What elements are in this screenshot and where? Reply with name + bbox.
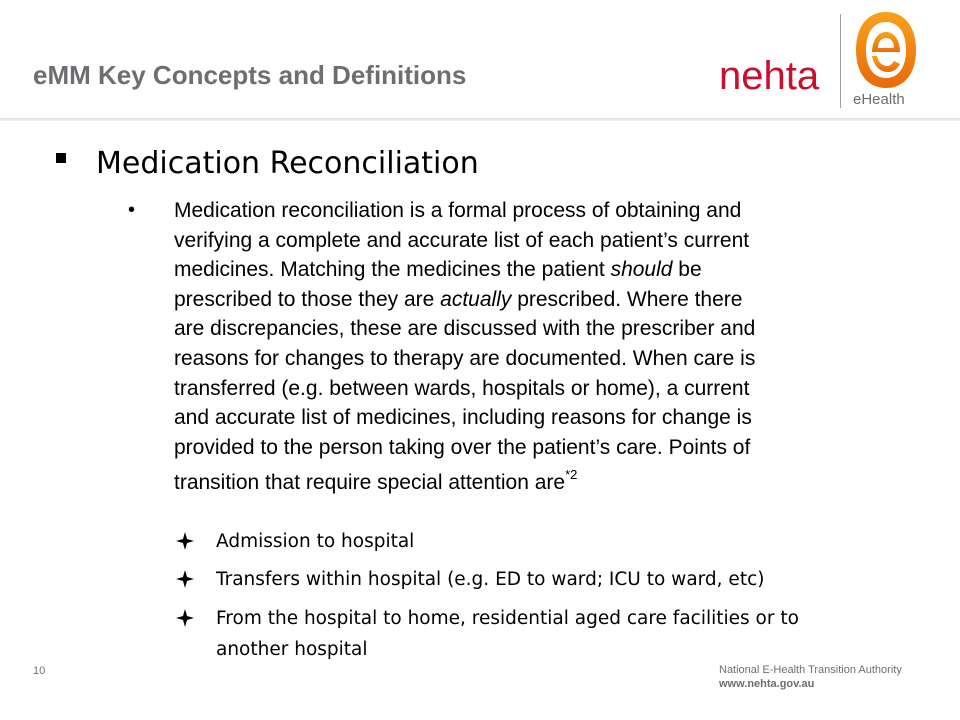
paragraph-line: verifying a complete and accurate list of each patient’s current: [174, 228, 750, 252]
diamond-bullet-icon: [176, 570, 194, 588]
transition-point-text: Admission to hospital: [216, 531, 415, 552]
slide-title: eMM Key Concepts and Definitions: [33, 60, 467, 90]
round-bullet-icon: •: [128, 199, 136, 221]
nehta-logo: nehta: [719, 54, 820, 98]
paragraph-line: provided to the person taking over the patient’s care. Points of: [174, 435, 751, 459]
paragraph-line: reasons for changes to therapy are documented. When care is: [174, 346, 756, 370]
emphasis-actually: actually: [440, 287, 512, 311]
page-number: 10: [33, 665, 46, 677]
section-heading-text: Medication Reconciliation: [96, 146, 479, 181]
paragraph-line: transferred (e.g. between wards, hospitals or home), a current: [174, 376, 750, 400]
transition-point-text: From the hospital to home, residential aged care facilities or to: [216, 608, 799, 629]
footnote-reference: *2: [565, 467, 578, 483]
ehealth-logo-icon: [850, 10, 922, 90]
paragraph-line: Medication reconciliation is a formal process of obtaining and: [174, 199, 742, 222]
paragraph-line: are discrepancies, these are discussed with the prescriber and: [174, 317, 756, 341]
diamond-bullet-icon: [176, 532, 194, 550]
logo-divider: [840, 14, 841, 108]
ehealth-label: eHealth: [853, 91, 905, 108]
organisation-name: National E-Health Transition Authority: [719, 664, 902, 676]
header-divider: [0, 118, 960, 121]
organisation-url[interactable]: www.nehta.gov.au: [719, 678, 815, 690]
slide-header: [0, 0, 960, 118]
diamond-bullet-icon: [176, 609, 194, 627]
square-bullet-icon: [56, 153, 66, 163]
paragraph-line: medicines. Matching the medicines the patient should be: [174, 258, 702, 282]
footer-organisation: [719, 663, 902, 691]
paragraph-line: transition that require special attention are$^{*2}$: [174, 467, 578, 495]
emphasis-should: should: [610, 258, 673, 282]
transition-point-text: Transfers within hospital (e.g. ED to ward; ICU to ward, etc): [216, 569, 765, 590]
transition-point-text: another hospital: [216, 639, 368, 660]
paragraph-line: prescribed to those they are actually prescribed. Where there: [174, 287, 743, 311]
paragraph-line: and accurate list of medicines, including reasons for change is: [174, 406, 752, 430]
definition-paragraph: [128, 196, 934, 498]
